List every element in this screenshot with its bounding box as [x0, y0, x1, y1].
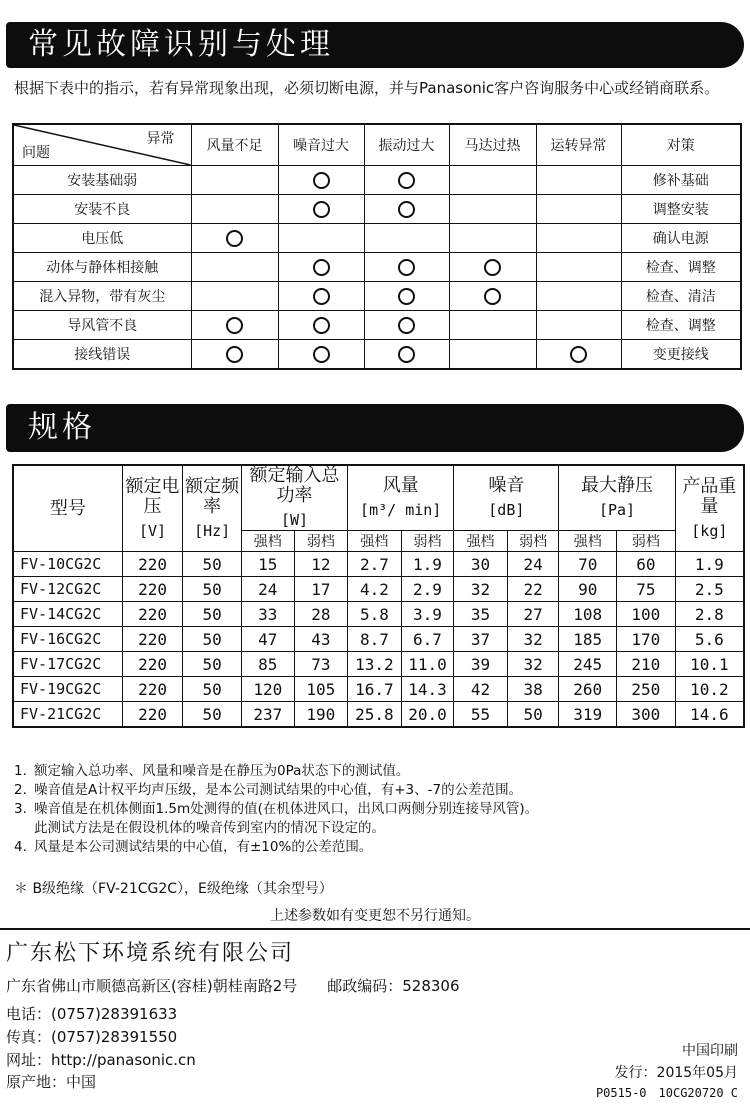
fault-row — [13, 166, 741, 195]
spec-value-cell: 50 — [183, 577, 242, 602]
header-label: 产品重量 — [682, 475, 737, 517]
circle-mark-icon — [484, 288, 501, 305]
spec-value-cell: 5.8 — [348, 602, 402, 627]
spec-value-cell: 108 — [559, 602, 617, 627]
fault-cell — [536, 311, 621, 340]
spec-row — [13, 677, 744, 702]
spec-value-cell: 260 — [559, 677, 617, 702]
fault-row — [13, 340, 741, 370]
action-column-header: 对策 — [621, 124, 741, 166]
strong-setting-header: 强档 — [348, 531, 402, 552]
section-title: 常见故障识别与处理 — [28, 27, 334, 62]
note-item — [14, 762, 739, 781]
spec-value-cell: 50 — [183, 702, 242, 728]
fault-cell — [364, 195, 449, 224]
fault-action: 确认电源 — [621, 224, 741, 253]
fault-table-corner — [13, 124, 191, 166]
note-text: 此测试方法是在假设机体的噪音传到室内的情况下设定的。 — [34, 820, 385, 836]
fault-column-header: 噪音过大 — [278, 124, 364, 166]
fault-cell — [364, 282, 449, 311]
spec-value-cell: 237 — [241, 702, 294, 728]
spec-value-cell: 73 — [294, 652, 348, 677]
spec-header-pressure — [559, 465, 675, 531]
fault-cell — [364, 253, 449, 282]
fault-table — [12, 123, 742, 370]
spec-value-cell: 32 — [507, 627, 559, 652]
spec-value-cell: 50 — [183, 652, 242, 677]
circle-mark-icon — [398, 317, 415, 334]
note-text: 噪音值是在机体侧面1.5m处测得的值(在机体进风口，出风口两侧分别连接导风管)。 — [34, 801, 539, 817]
weak-setting-header: 弱档 — [294, 531, 348, 552]
spec-value-cell: 50 — [183, 602, 242, 627]
spec-value-cell: 24 — [241, 577, 294, 602]
spec-value-cell: 2.9 — [401, 577, 454, 602]
origin: 原产地：中国 — [6, 1073, 97, 1091]
spec-value-cell: 2.8 — [675, 602, 744, 627]
circle-mark-icon — [226, 346, 243, 363]
spec-value-cell: 8.7 — [348, 627, 402, 652]
spec-value-cell: 85 — [241, 652, 294, 677]
fault-cell — [364, 224, 449, 253]
fault-action: 修补基础 — [621, 166, 741, 195]
spec-value-cell: 50 — [183, 677, 242, 702]
fault-column-header: 运转异常 — [536, 124, 621, 166]
circle-mark-icon — [226, 317, 243, 334]
fault-cell — [536, 195, 621, 224]
document-code: P0515-0 10CG20720 C — [595, 1086, 738, 1100]
spec-value-cell: 100 — [617, 602, 676, 627]
spec-value-cell: 37 — [454, 627, 508, 652]
spec-row — [13, 702, 744, 728]
spec-value-cell: 220 — [122, 702, 183, 728]
phone-number: 电话：(0757)28391633 — [6, 1005, 178, 1023]
spec-value-cell: 50 — [507, 702, 559, 728]
spec-value-cell: 20.0 — [401, 702, 454, 728]
spec-value-cell: 60 — [617, 552, 676, 577]
spec-row — [13, 652, 744, 677]
spec-value-cell: 33 — [241, 602, 294, 627]
insulation-note: ＊ B级绝缘（FV-21CG2C），E级绝缘（其余型号） — [14, 881, 333, 897]
fault-cell — [449, 311, 536, 340]
header-unit: [V] — [138, 521, 167, 540]
fault-row — [13, 224, 741, 253]
spec-value-cell: 47 — [241, 627, 294, 652]
spec-value-cell: 25.8 — [348, 702, 402, 728]
fault-cell — [536, 166, 621, 195]
note-text: 噪音值是A计权平均声压级，是本公司测试结果的中心值，有+3、-7的公差范围。 — [34, 782, 523, 798]
circle-mark-icon — [398, 201, 415, 218]
spec-value-cell: 3.9 — [401, 602, 454, 627]
spec-value-cell: 300 — [617, 702, 676, 728]
spec-table — [12, 464, 745, 728]
circle-mark-icon — [313, 259, 330, 276]
fault-cell — [449, 253, 536, 282]
circle-mark-icon — [313, 288, 330, 305]
fault-problem: 接线错误 — [13, 340, 191, 370]
fault-cell — [449, 282, 536, 311]
spec-value-cell: 32 — [507, 652, 559, 677]
spec-value-cell: 105 — [294, 677, 348, 702]
fault-row — [13, 311, 741, 340]
spec-value-cell: 32 — [454, 577, 508, 602]
spec-model-cell: FV-17CG2C — [13, 652, 122, 677]
spec-value-cell: 28 — [294, 602, 348, 627]
spec-value-cell: 5.6 — [675, 627, 744, 652]
spec-value-cell: 120 — [241, 677, 294, 702]
spec-value-cell: 2.7 — [348, 552, 402, 577]
fault-column-header: 马达过热 — [449, 124, 536, 166]
circle-mark-icon — [398, 172, 415, 189]
fault-cell — [191, 311, 278, 340]
circle-mark-icon — [398, 346, 415, 363]
company-address: 广东省佛山市顺德高新区(容桂)朝桂南路2号 邮政编码：528306 — [6, 977, 460, 995]
spec-value-cell: 220 — [122, 677, 183, 702]
fault-row — [13, 195, 741, 224]
corner-label-abnormal: 异常 — [146, 131, 175, 147]
note-number: 4. — [14, 839, 27, 855]
header-label: 型号 — [49, 497, 86, 519]
printed-in: 中国印刷 — [682, 1043, 738, 1059]
circle-mark-icon — [313, 201, 330, 218]
fault-cell — [191, 195, 278, 224]
fault-action: 检查、清洁 — [621, 282, 741, 311]
spec-value-cell: 220 — [122, 652, 183, 677]
spec-value-cell: 190 — [294, 702, 348, 728]
spec-value-cell: 12 — [294, 552, 348, 577]
spec-model-cell: FV-12CG2C — [13, 577, 122, 602]
fault-row — [13, 282, 741, 311]
spec-value-cell: 319 — [559, 702, 617, 728]
website: 网址：http://panasonic.cn — [6, 1051, 196, 1069]
fault-cell — [278, 340, 364, 370]
strong-setting-header: 强档 — [241, 531, 294, 552]
header-unit: [Hz] — [194, 521, 231, 540]
spec-value-cell: 245 — [559, 652, 617, 677]
fault-cell — [191, 340, 278, 370]
fault-cell — [536, 340, 621, 370]
spec-value-cell: 24 — [507, 552, 559, 577]
spec-value-cell: 185 — [559, 627, 617, 652]
spec-value-cell: 10.1 — [675, 652, 744, 677]
spec-value-cell: 2.5 — [675, 577, 744, 602]
spec-value-cell: 70 — [559, 552, 617, 577]
circle-mark-icon — [484, 259, 501, 276]
spec-value-cell: 39 — [454, 652, 508, 677]
notes-list — [14, 762, 739, 857]
fault-cell — [449, 166, 536, 195]
fault-cell — [278, 282, 364, 311]
fault-cell — [191, 282, 278, 311]
spec-value-cell: 16.7 — [348, 677, 402, 702]
spec-row — [13, 602, 744, 627]
fault-cell — [449, 224, 536, 253]
header-label: 额定频率 — [185, 475, 240, 517]
spec-value-cell: 14.3 — [401, 677, 454, 702]
note-item — [14, 800, 739, 819]
note-text: 风量是本公司测试结果的中心值，有±10%的公差范围。 — [34, 839, 373, 855]
circle-mark-icon — [313, 317, 330, 334]
spec-value-cell: 15 — [241, 552, 294, 577]
section-banner-specs — [6, 404, 744, 452]
fault-cell — [449, 195, 536, 224]
spec-model-cell: FV-10CG2C — [13, 552, 122, 577]
disclaimer: 上述参数如有变更恕不另行通知。 — [270, 908, 480, 924]
spec-row — [13, 627, 744, 652]
fault-cell — [278, 166, 364, 195]
spec-value-cell: 35 — [454, 602, 508, 627]
fault-cell — [278, 311, 364, 340]
spec-header-noise — [454, 465, 559, 531]
spec-value-cell: 50 — [183, 627, 242, 652]
corner-label-problem: 问题 — [22, 145, 50, 161]
spec-model-cell: FV-19CG2C — [13, 677, 122, 702]
fault-cell — [278, 195, 364, 224]
fax-number: 传真：(0757)28391550 — [6, 1028, 178, 1046]
fault-cell — [191, 253, 278, 282]
spec-value-cell: 14.6 — [675, 702, 744, 728]
spec-header-airflow — [348, 465, 454, 531]
spec-header-frequency — [183, 465, 242, 552]
intro-text: 根据下表中的指示，若有异常现象出现，必须切断电源，并与Panasonic客户咨询服务中心或经销商联系。 — [14, 79, 720, 97]
fault-cell — [449, 340, 536, 370]
spec-value-cell: 22 — [507, 577, 559, 602]
header-unit: [kg] — [691, 521, 728, 540]
header-label: 额定电压 — [125, 475, 180, 517]
spec-value-cell: 4.2 — [348, 577, 402, 602]
header-label: 噪音 — [488, 475, 525, 496]
header-label: 最大静压 — [581, 475, 654, 496]
fault-column-header: 风量不足 — [191, 124, 278, 166]
note-item — [14, 819, 739, 838]
spec-value-cell: 220 — [122, 602, 183, 627]
spec-value-cell: 10.2 — [675, 677, 744, 702]
fault-cell — [191, 166, 278, 195]
spec-value-cell: 220 — [122, 577, 183, 602]
spec-model-cell: FV-21CG2C — [13, 702, 122, 728]
spec-value-cell: 250 — [617, 677, 676, 702]
fault-cell — [536, 282, 621, 311]
spec-row — [13, 577, 744, 602]
spec-value-cell: 220 — [122, 552, 183, 577]
company-name: 广东松下环境系统有限公司 — [6, 941, 295, 966]
spec-value-cell: 50 — [183, 552, 242, 577]
fault-row — [13, 253, 741, 282]
header-unit: [Pa] — [598, 501, 636, 519]
note-item — [14, 838, 739, 857]
fault-cell — [536, 224, 621, 253]
spec-value-cell: 55 — [454, 702, 508, 728]
weak-setting-header: 弱档 — [401, 531, 454, 552]
spec-value-cell: 1.9 — [675, 552, 744, 577]
fault-cell — [364, 340, 449, 370]
fault-action: 检查、调整 — [621, 253, 741, 282]
fault-column-header: 振动过大 — [364, 124, 449, 166]
spec-value-cell: 30 — [454, 552, 508, 577]
fault-cell — [278, 224, 364, 253]
spec-value-cell: 43 — [294, 627, 348, 652]
fault-problem: 安装基础弱 — [13, 166, 191, 195]
header-unit: [m³/ min] — [360, 501, 442, 519]
header-unit: [dB] — [488, 501, 525, 519]
spec-model-cell: FV-14CG2C — [13, 602, 122, 627]
circle-mark-icon — [570, 346, 587, 363]
circle-mark-icon — [313, 172, 330, 189]
circle-mark-icon — [226, 230, 243, 247]
fault-cell — [364, 311, 449, 340]
spec-row — [13, 552, 744, 577]
spec-value-cell: 42 — [454, 677, 508, 702]
circle-mark-icon — [313, 346, 330, 363]
spec-value-cell: 170 — [617, 627, 676, 652]
fault-cell — [278, 253, 364, 282]
spec-value-cell: 1.9 — [401, 552, 454, 577]
spec-value-cell: 220 — [122, 627, 183, 652]
issue-date: 发行：2015年05月 — [614, 1065, 738, 1081]
weak-setting-header: 弱档 — [507, 531, 559, 552]
spec-value-cell: 75 — [617, 577, 676, 602]
header-label: 风量 — [382, 475, 419, 496]
header-label: 额定输入总功率 — [249, 465, 340, 506]
fault-problem: 动体与静体相接触 — [13, 253, 191, 282]
spec-header-power — [241, 465, 347, 531]
spec-value-cell: 38 — [507, 677, 559, 702]
spec-value-cell: 17 — [294, 577, 348, 602]
spec-header-voltage — [122, 465, 183, 552]
fault-problem: 安装不良 — [13, 195, 191, 224]
spec-value-cell: 6.7 — [401, 627, 454, 652]
note-text: 额定输入总功率、风量和噪音是在静压为0Pa状态下的测试值。 — [34, 763, 410, 779]
circle-mark-icon — [398, 259, 415, 276]
spec-value-cell: 13.2 — [348, 652, 402, 677]
fault-action: 调整安装 — [621, 195, 741, 224]
divider — [0, 928, 750, 930]
fault-action: 检查、调整 — [621, 311, 741, 340]
fault-problem: 导风管不良 — [13, 311, 191, 340]
note-item — [14, 781, 739, 800]
fault-cell — [536, 253, 621, 282]
spec-header-weight — [675, 465, 744, 552]
fault-problem: 混入异物，带有灰尘 — [13, 282, 191, 311]
fault-cell — [364, 166, 449, 195]
note-number: 3. — [14, 801, 27, 817]
note-number: 2. — [14, 782, 27, 798]
fault-action: 变更接线 — [621, 340, 741, 370]
spec-value-cell: 11.0 — [401, 652, 454, 677]
spec-header-model — [13, 465, 122, 552]
note-number: 1. — [14, 763, 27, 779]
spec-value-cell: 210 — [617, 652, 676, 677]
header-unit: [W] — [281, 511, 309, 529]
section-banner-troubleshooting — [6, 22, 744, 68]
section-title: 规格 — [28, 410, 96, 445]
fault-problem: 电压低 — [13, 224, 191, 253]
spec-value-cell: 27 — [507, 602, 559, 627]
fault-cell — [191, 224, 278, 253]
strong-setting-header: 强档 — [559, 531, 617, 552]
spec-model-cell: FV-16CG2C — [13, 627, 122, 652]
circle-mark-icon — [398, 288, 415, 305]
strong-setting-header: 强档 — [454, 531, 508, 552]
spec-value-cell: 90 — [559, 577, 617, 602]
weak-setting-header: 弱档 — [617, 531, 676, 552]
